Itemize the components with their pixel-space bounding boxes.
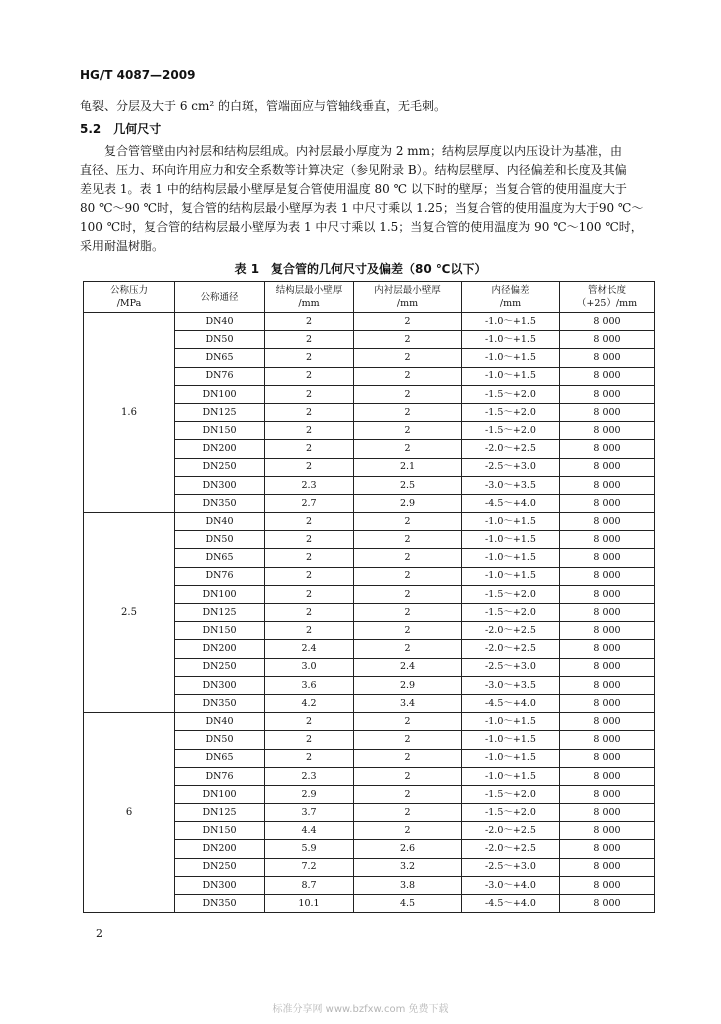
diameter-cell: DN200 xyxy=(175,440,265,458)
length-cell: 8 000 xyxy=(560,767,655,785)
diameter-cell: DN125 xyxy=(175,403,265,421)
length-cell: 8 000 xyxy=(560,785,655,803)
length-cell: 8 000 xyxy=(560,476,655,494)
structural-wall-cell: 2 xyxy=(265,731,354,749)
deviation-cell: -4.5～+4.0 xyxy=(462,895,560,913)
intro-line: 龟裂、分层及大于 6 cm² 的白斑，管端面应与管轴线垂直，无毛刺。 xyxy=(80,99,446,113)
deviation-cell: -2.0～+2.5 xyxy=(462,640,560,658)
structural-wall-cell: 2 xyxy=(265,713,354,731)
deviation-cell: -1.0～+1.5 xyxy=(462,731,560,749)
liner-wall-cell: 2 xyxy=(354,367,462,385)
diameter-cell: DN200 xyxy=(175,640,265,658)
deviation-cell: -2.0～+2.5 xyxy=(462,822,560,840)
diameter-cell: DN125 xyxy=(175,804,265,822)
diameter-cell: DN250 xyxy=(175,658,265,676)
structural-wall-cell: 2.3 xyxy=(265,767,354,785)
liner-wall-cell: 2.1 xyxy=(354,458,462,476)
liner-wall-cell: 2 xyxy=(354,804,462,822)
liner-wall-cell: 2 xyxy=(354,713,462,731)
length-cell: 8 000 xyxy=(560,403,655,421)
structural-wall-cell: 2 xyxy=(265,440,354,458)
liner-wall-cell: 2 xyxy=(354,604,462,622)
liner-wall-cell: 2 xyxy=(354,513,462,531)
structural-wall-cell: 2.7 xyxy=(265,494,354,512)
deviation-cell: -1.5～+2.0 xyxy=(462,385,560,403)
length-cell: 8 000 xyxy=(560,622,655,640)
pressure-cell: 6 xyxy=(84,713,175,913)
diameter-cell: DN40 xyxy=(175,713,265,731)
deviation-cell: -2.5～+3.0 xyxy=(462,658,560,676)
liner-wall-cell: 3.8 xyxy=(354,876,462,894)
liner-wall-cell: 2.9 xyxy=(354,494,462,512)
diameter-cell: DN76 xyxy=(175,767,265,785)
deviation-cell: -1.5～+2.0 xyxy=(462,403,560,421)
page-number: 2 xyxy=(96,927,103,940)
liner-wall-cell: 2 xyxy=(354,622,462,640)
header-nominal-pressure: 公称压力 /MPa xyxy=(84,282,175,313)
length-cell: 8 000 xyxy=(560,549,655,567)
deviation-cell: -3.0～+3.5 xyxy=(462,476,560,494)
length-cell: 8 000 xyxy=(560,804,655,822)
diameter-cell: DN350 xyxy=(175,494,265,512)
length-cell: 8 000 xyxy=(560,349,655,367)
structural-wall-cell: 2 xyxy=(265,622,354,640)
diameter-cell: DN40 xyxy=(175,313,265,331)
liner-wall-cell: 2 xyxy=(354,640,462,658)
paragraph-line: 直径、压力、环向许用应力和安全系数等计算决定（参见附录 B）。结构层壁厚、内径偏差和长度及其偏 xyxy=(80,163,627,177)
liner-wall-cell: 2 xyxy=(354,731,462,749)
structural-wall-cell: 10.1 xyxy=(265,895,354,913)
length-cell: 8 000 xyxy=(560,458,655,476)
standard-number: HG/T 4087—2009 xyxy=(80,68,196,82)
length-cell: 8 000 xyxy=(560,567,655,585)
diameter-cell: DN40 xyxy=(175,513,265,531)
structural-wall-cell: 2 xyxy=(265,385,354,403)
structural-wall-cell: 2 xyxy=(265,349,354,367)
liner-wall-cell: 3.2 xyxy=(354,858,462,876)
diameter-cell: DN300 xyxy=(175,476,265,494)
header-nominal-diameter: 公称通径 xyxy=(175,282,265,313)
liner-wall-cell: 2.9 xyxy=(354,676,462,694)
length-cell: 8 000 xyxy=(560,749,655,767)
deviation-cell: -1.0～+1.5 xyxy=(462,349,560,367)
paragraph-line: 复合管管壁由内衬层和结构层组成。内衬层最小厚度为 2 mm；结构层厚度以内压设计为基准，由 xyxy=(104,144,623,158)
structural-wall-cell: 2 xyxy=(265,458,354,476)
section-title: 几何尺寸 xyxy=(113,122,162,136)
geometry-table xyxy=(83,281,655,913)
deviation-cell: -2.0～+2.5 xyxy=(462,440,560,458)
structural-wall-cell: 3.0 xyxy=(265,658,354,676)
liner-wall-cell: 2 xyxy=(354,422,462,440)
deviation-cell: -4.5～+4.0 xyxy=(462,694,560,712)
diameter-cell: DN50 xyxy=(175,331,265,349)
length-cell: 8 000 xyxy=(560,713,655,731)
table-caption: 表 1 复合管的几何尺寸及偏差（80 ℃以下） xyxy=(234,262,487,276)
diameter-cell: DN100 xyxy=(175,385,265,403)
diameter-cell: DN300 xyxy=(175,676,265,694)
structural-wall-cell: 2 xyxy=(265,531,354,549)
structural-wall-cell: 2 xyxy=(265,549,354,567)
diameter-cell: DN76 xyxy=(175,567,265,585)
length-cell: 8 000 xyxy=(560,440,655,458)
liner-wall-cell: 2 xyxy=(354,385,462,403)
diameter-cell: DN350 xyxy=(175,694,265,712)
diameter-cell: DN100 xyxy=(175,785,265,803)
liner-wall-cell: 2 xyxy=(354,349,462,367)
deviation-cell: -4.5～+4.0 xyxy=(462,494,560,512)
liner-wall-cell: 3.4 xyxy=(354,694,462,712)
table-row xyxy=(84,513,655,531)
diameter-cell: DN65 xyxy=(175,549,265,567)
table-header-row xyxy=(84,282,655,313)
structural-wall-cell: 3.7 xyxy=(265,804,354,822)
length-cell: 8 000 xyxy=(560,858,655,876)
liner-wall-cell: 2 xyxy=(354,767,462,785)
liner-wall-cell: 2 xyxy=(354,440,462,458)
diameter-cell: DN125 xyxy=(175,604,265,622)
diameter-cell: DN150 xyxy=(175,622,265,640)
structural-wall-cell: 2 xyxy=(265,567,354,585)
length-cell: 8 000 xyxy=(560,694,655,712)
deviation-cell: -2.0～+2.5 xyxy=(462,840,560,858)
deviation-cell: -2.0～+2.5 xyxy=(462,622,560,640)
diameter-cell: DN50 xyxy=(175,531,265,549)
diameter-cell: DN50 xyxy=(175,731,265,749)
diameter-cell: DN65 xyxy=(175,349,265,367)
deviation-cell: -1.0～+1.5 xyxy=(462,313,560,331)
structural-wall-cell: 4.2 xyxy=(265,694,354,712)
length-cell: 8 000 xyxy=(560,513,655,531)
section-number: 5.2 xyxy=(80,122,102,136)
structural-wall-cell: 2 xyxy=(265,367,354,385)
structural-wall-cell: 3.6 xyxy=(265,676,354,694)
pressure-cell: 1.6 xyxy=(84,313,175,513)
length-cell: 8 000 xyxy=(560,640,655,658)
structural-wall-cell: 5.9 xyxy=(265,840,354,858)
length-cell: 8 000 xyxy=(560,385,655,403)
liner-wall-cell: 2.6 xyxy=(354,840,462,858)
watermark-footer: 标准分享网 www.bzfxw.com 免费下载 xyxy=(272,1004,449,1015)
liner-wall-cell: 2 xyxy=(354,785,462,803)
liner-wall-cell: 2.4 xyxy=(354,658,462,676)
deviation-cell: -1.0～+1.5 xyxy=(462,513,560,531)
length-cell: 8 000 xyxy=(560,367,655,385)
diameter-cell: DN300 xyxy=(175,876,265,894)
diameter-cell: DN100 xyxy=(175,585,265,603)
table-body xyxy=(84,313,655,913)
table-row xyxy=(84,313,655,331)
structural-wall-cell: 2 xyxy=(265,403,354,421)
liner-wall-cell: 2.5 xyxy=(354,476,462,494)
structural-wall-cell: 2.9 xyxy=(265,785,354,803)
diameter-cell: DN350 xyxy=(175,895,265,913)
deviation-cell: -1.0～+1.5 xyxy=(462,767,560,785)
structural-wall-cell: 8.7 xyxy=(265,876,354,894)
structural-wall-cell: 2.4 xyxy=(265,640,354,658)
liner-wall-cell: 2 xyxy=(354,313,462,331)
diameter-cell: DN250 xyxy=(175,458,265,476)
paragraph-line: 采用耐温树脂。 xyxy=(80,239,165,253)
structural-wall-cell: 2 xyxy=(265,749,354,767)
length-cell: 8 000 xyxy=(560,604,655,622)
liner-wall-cell: 2 xyxy=(354,567,462,585)
length-cell: 8 000 xyxy=(560,876,655,894)
header-inner-diameter-deviation: 内径偏差 /mm xyxy=(462,282,560,313)
structural-wall-cell: 2 xyxy=(265,513,354,531)
header-structural-wall: 结构层最小壁厚 /mm xyxy=(265,282,354,313)
liner-wall-cell: 2 xyxy=(354,749,462,767)
diameter-cell: DN200 xyxy=(175,840,265,858)
deviation-cell: -1.0～+1.5 xyxy=(462,531,560,549)
deviation-cell: -1.0～+1.5 xyxy=(462,749,560,767)
length-cell: 8 000 xyxy=(560,531,655,549)
table-row xyxy=(84,713,655,731)
length-cell: 8 000 xyxy=(560,822,655,840)
liner-wall-cell: 2 xyxy=(354,549,462,567)
structural-wall-cell: 4.4 xyxy=(265,822,354,840)
deviation-cell: -1.0～+1.5 xyxy=(462,549,560,567)
length-cell: 8 000 xyxy=(560,331,655,349)
deviation-cell: -1.5～+2.0 xyxy=(462,585,560,603)
paragraph-line: 80 ℃～90 ℃时，复合管的结构层最小壁厚为表 1 中尺寸乘以 1.25；当复合管的使用温度为大于90 ℃～ xyxy=(80,201,644,215)
length-cell: 8 000 xyxy=(560,895,655,913)
diameter-cell: DN250 xyxy=(175,858,265,876)
structural-wall-cell: 2 xyxy=(265,585,354,603)
deviation-cell: -1.5～+2.0 xyxy=(462,422,560,440)
diameter-cell: DN150 xyxy=(175,822,265,840)
deviation-cell: -1.5～+2.0 xyxy=(462,785,560,803)
diameter-cell: DN65 xyxy=(175,749,265,767)
paragraph-line: 差见表 1。表 1 中的结构层最小壁厚是复合管使用温度 80 ℃ 以下时的壁厚；当复合管的使用温度大于 xyxy=(80,182,627,196)
structural-wall-cell: 7.2 xyxy=(265,858,354,876)
liner-wall-cell: 2 xyxy=(354,585,462,603)
diameter-cell: DN150 xyxy=(175,422,265,440)
length-cell: 8 000 xyxy=(560,422,655,440)
deviation-cell: -2.5～+3.0 xyxy=(462,858,560,876)
structural-wall-cell: 2 xyxy=(265,604,354,622)
header-liner-wall: 内衬层最小壁厚 /mm xyxy=(354,282,462,313)
paragraph-line: 100 ℃时，复合管的结构层最小壁厚为表 1 中尺寸乘以 1.5；当复合管的使用温度为 90 ℃～100 ℃时， xyxy=(80,220,643,234)
liner-wall-cell: 2 xyxy=(354,531,462,549)
length-cell: 8 000 xyxy=(560,313,655,331)
liner-wall-cell: 2 xyxy=(354,822,462,840)
section-heading xyxy=(80,120,161,137)
deviation-cell: -1.0～+1.5 xyxy=(462,713,560,731)
deviation-cell: -2.5～+3.0 xyxy=(462,458,560,476)
length-cell: 8 000 xyxy=(560,676,655,694)
length-cell: 8 000 xyxy=(560,840,655,858)
diameter-cell: DN76 xyxy=(175,367,265,385)
structural-wall-cell: 2 xyxy=(265,331,354,349)
header-pipe-length: 管材长度 （+25）/mm xyxy=(560,282,655,313)
structural-wall-cell: 2.3 xyxy=(265,476,354,494)
deviation-cell: -1.0～+1.5 xyxy=(462,567,560,585)
liner-wall-cell: 4.5 xyxy=(354,895,462,913)
length-cell: 8 000 xyxy=(560,585,655,603)
deviation-cell: -1.5～+2.0 xyxy=(462,804,560,822)
deviation-cell: -3.0～+3.5 xyxy=(462,676,560,694)
length-cell: 8 000 xyxy=(560,731,655,749)
length-cell: 8 000 xyxy=(560,494,655,512)
pressure-cell: 2.5 xyxy=(84,513,175,713)
deviation-cell: -3.0～+4.0 xyxy=(462,876,560,894)
deviation-cell: -1.0～+1.5 xyxy=(462,367,560,385)
liner-wall-cell: 2 xyxy=(354,331,462,349)
structural-wall-cell: 2 xyxy=(265,313,354,331)
deviation-cell: -1.0～+1.5 xyxy=(462,331,560,349)
deviation-cell: -1.5～+2.0 xyxy=(462,604,560,622)
length-cell: 8 000 xyxy=(560,658,655,676)
liner-wall-cell: 2 xyxy=(354,403,462,421)
structural-wall-cell: 2 xyxy=(265,422,354,440)
